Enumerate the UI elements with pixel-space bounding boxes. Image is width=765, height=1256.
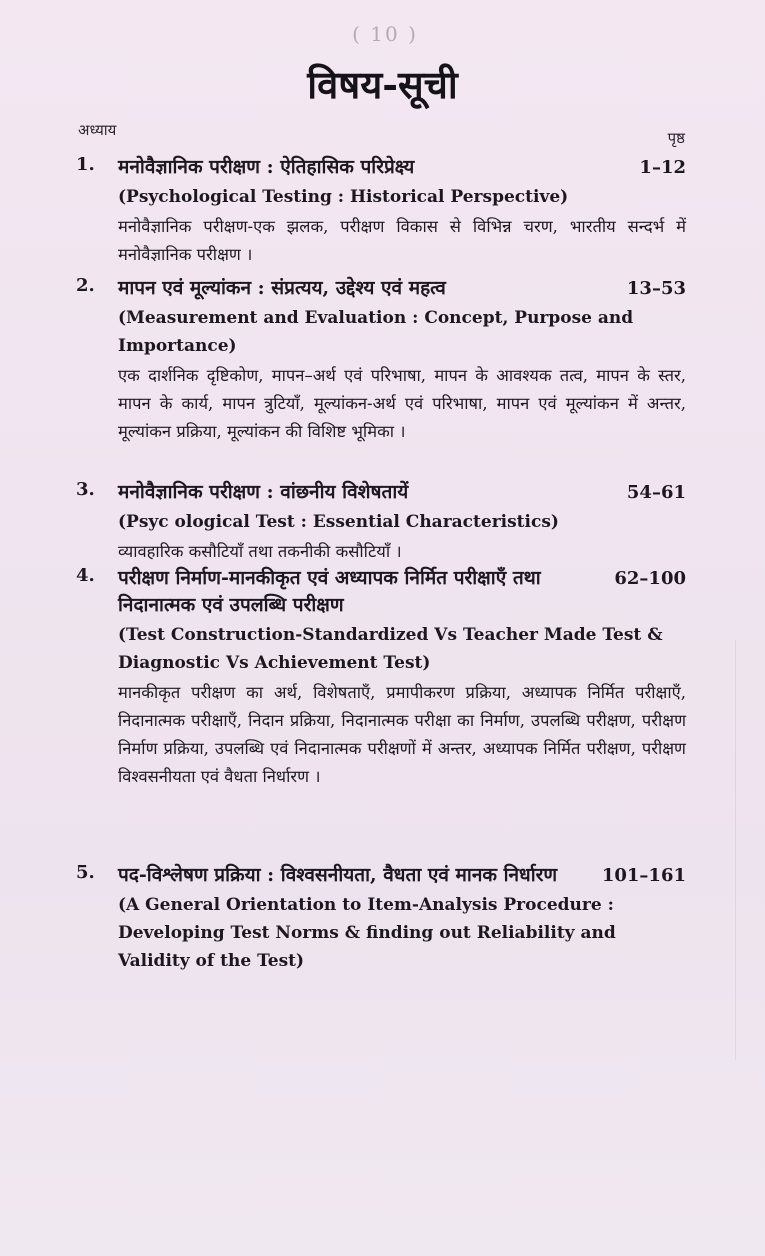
chapter-pages: 1–12 (639, 157, 686, 178)
chapter-pages: 101–161 (601, 865, 686, 886)
page-title: विषय-सूची (307, 62, 458, 107)
chapter-description: मनोवैज्ञानिक परीक्षण-एक झलक, परीक्षण विकास से विभिन्न चरण, भारतीय सन्दर्भ में मनोवैज्ञानिक परीक्षण । (118, 217, 686, 264)
page-fold-shadow (735, 640, 736, 1060)
chapter-english-title: (Test Construction-Standardized Vs Teacher Made Test & Diagnostic Vs Achievement Test) (118, 625, 663, 673)
chapter-pages: 62–100 (614, 568, 686, 589)
chapter-title: मनोवैज्ञानिक परीक्षण : वांछनीय विशेषतायें (118, 481, 409, 503)
chapter-english-title: (A General Orientation to Item-Analysis Procedure : Developing Test Norms & finding out Reliability and Validity of the Test) (118, 895, 616, 971)
chapter-english-title: (Psyc ological Test : Essential Characteristics) (118, 512, 559, 532)
chapter-english-title: (Psychological Testing : Historical Perspective) (118, 187, 569, 207)
page-column-label: पृष्ठ (667, 129, 685, 147)
chapter-description: मानकीकृत परीक्षण का अर्थ, विशेषताएँ, प्रमापीकरण प्रक्रिया, अध्यापक निर्मित परीक्षाएँ, निदानात्मक परीक्षाएँ, निदान प्रक्रिया, निदानात्मक परीक्षा का निर्माण, उपलब्धि परीक्षण, परीक्षण निर्माण प्रक्रिया, उपलब्धि एवं निदानात्मक परीक्षणों में अन्तर, अध्यापक निर्मित परीक्षण, परीक्षण विश्वसनीयता एवं वैधता निर्धारण । (118, 683, 686, 786)
chapter-number: 2. (76, 275, 95, 296)
chapter-title: मनोवैज्ञानिक परीक्षण : ऐतिहासिक परिप्रेक्ष्य (118, 156, 415, 178)
page-number: ( 10 ) (352, 22, 418, 46)
chapter-number: 1. (76, 154, 95, 175)
chapter-number: 5. (76, 862, 95, 883)
chapter-number: 3. (76, 479, 95, 500)
chapter-title: परीक्षण निर्माण-मानकीकृत एवं अध्यापक निर्मित परीक्षाएँ तथा निदानात्मक एवं उपलब्धि परीक्षण (118, 567, 541, 616)
chapter-title: पद-विश्लेषण प्रक्रिया : विश्वसनीयता, वैधता एवं मानक निर्धारण (118, 864, 558, 886)
chapter-english-title: (Measurement and Evaluation : Concept, Purpose and Importance) (118, 308, 634, 356)
chapter-column-label: अध्याय (78, 121, 117, 139)
chapter-number: 4. (76, 565, 95, 586)
chapter-pages: 13–53 (626, 278, 686, 299)
chapter-title: मापन एवं मूल्यांकन : संप्रत्यय, उद्देश्य एवं महत्व (118, 277, 446, 299)
chapter-description: व्यावहारिक कसौटियाँ तथा तकनीकी कसौटियाँ । (118, 542, 402, 561)
chapter-description: एक दार्शनिक दृष्टिकोण, मापन–अर्थ एवं परिभाषा, मापन के आवश्यक तत्व, मापन के स्तर, मापन के कार्य, मापन त्रुटियाँ, मूल्यांकन-अर्थ एवं परिभाषा, मापन एवं मूल्यांकन में अन्तर, मूल्यांकन प्रक्रिया, मूल्यांकन की विशिष्ट भूमिका । (118, 366, 686, 441)
chapter-pages: 54–61 (626, 482, 686, 503)
